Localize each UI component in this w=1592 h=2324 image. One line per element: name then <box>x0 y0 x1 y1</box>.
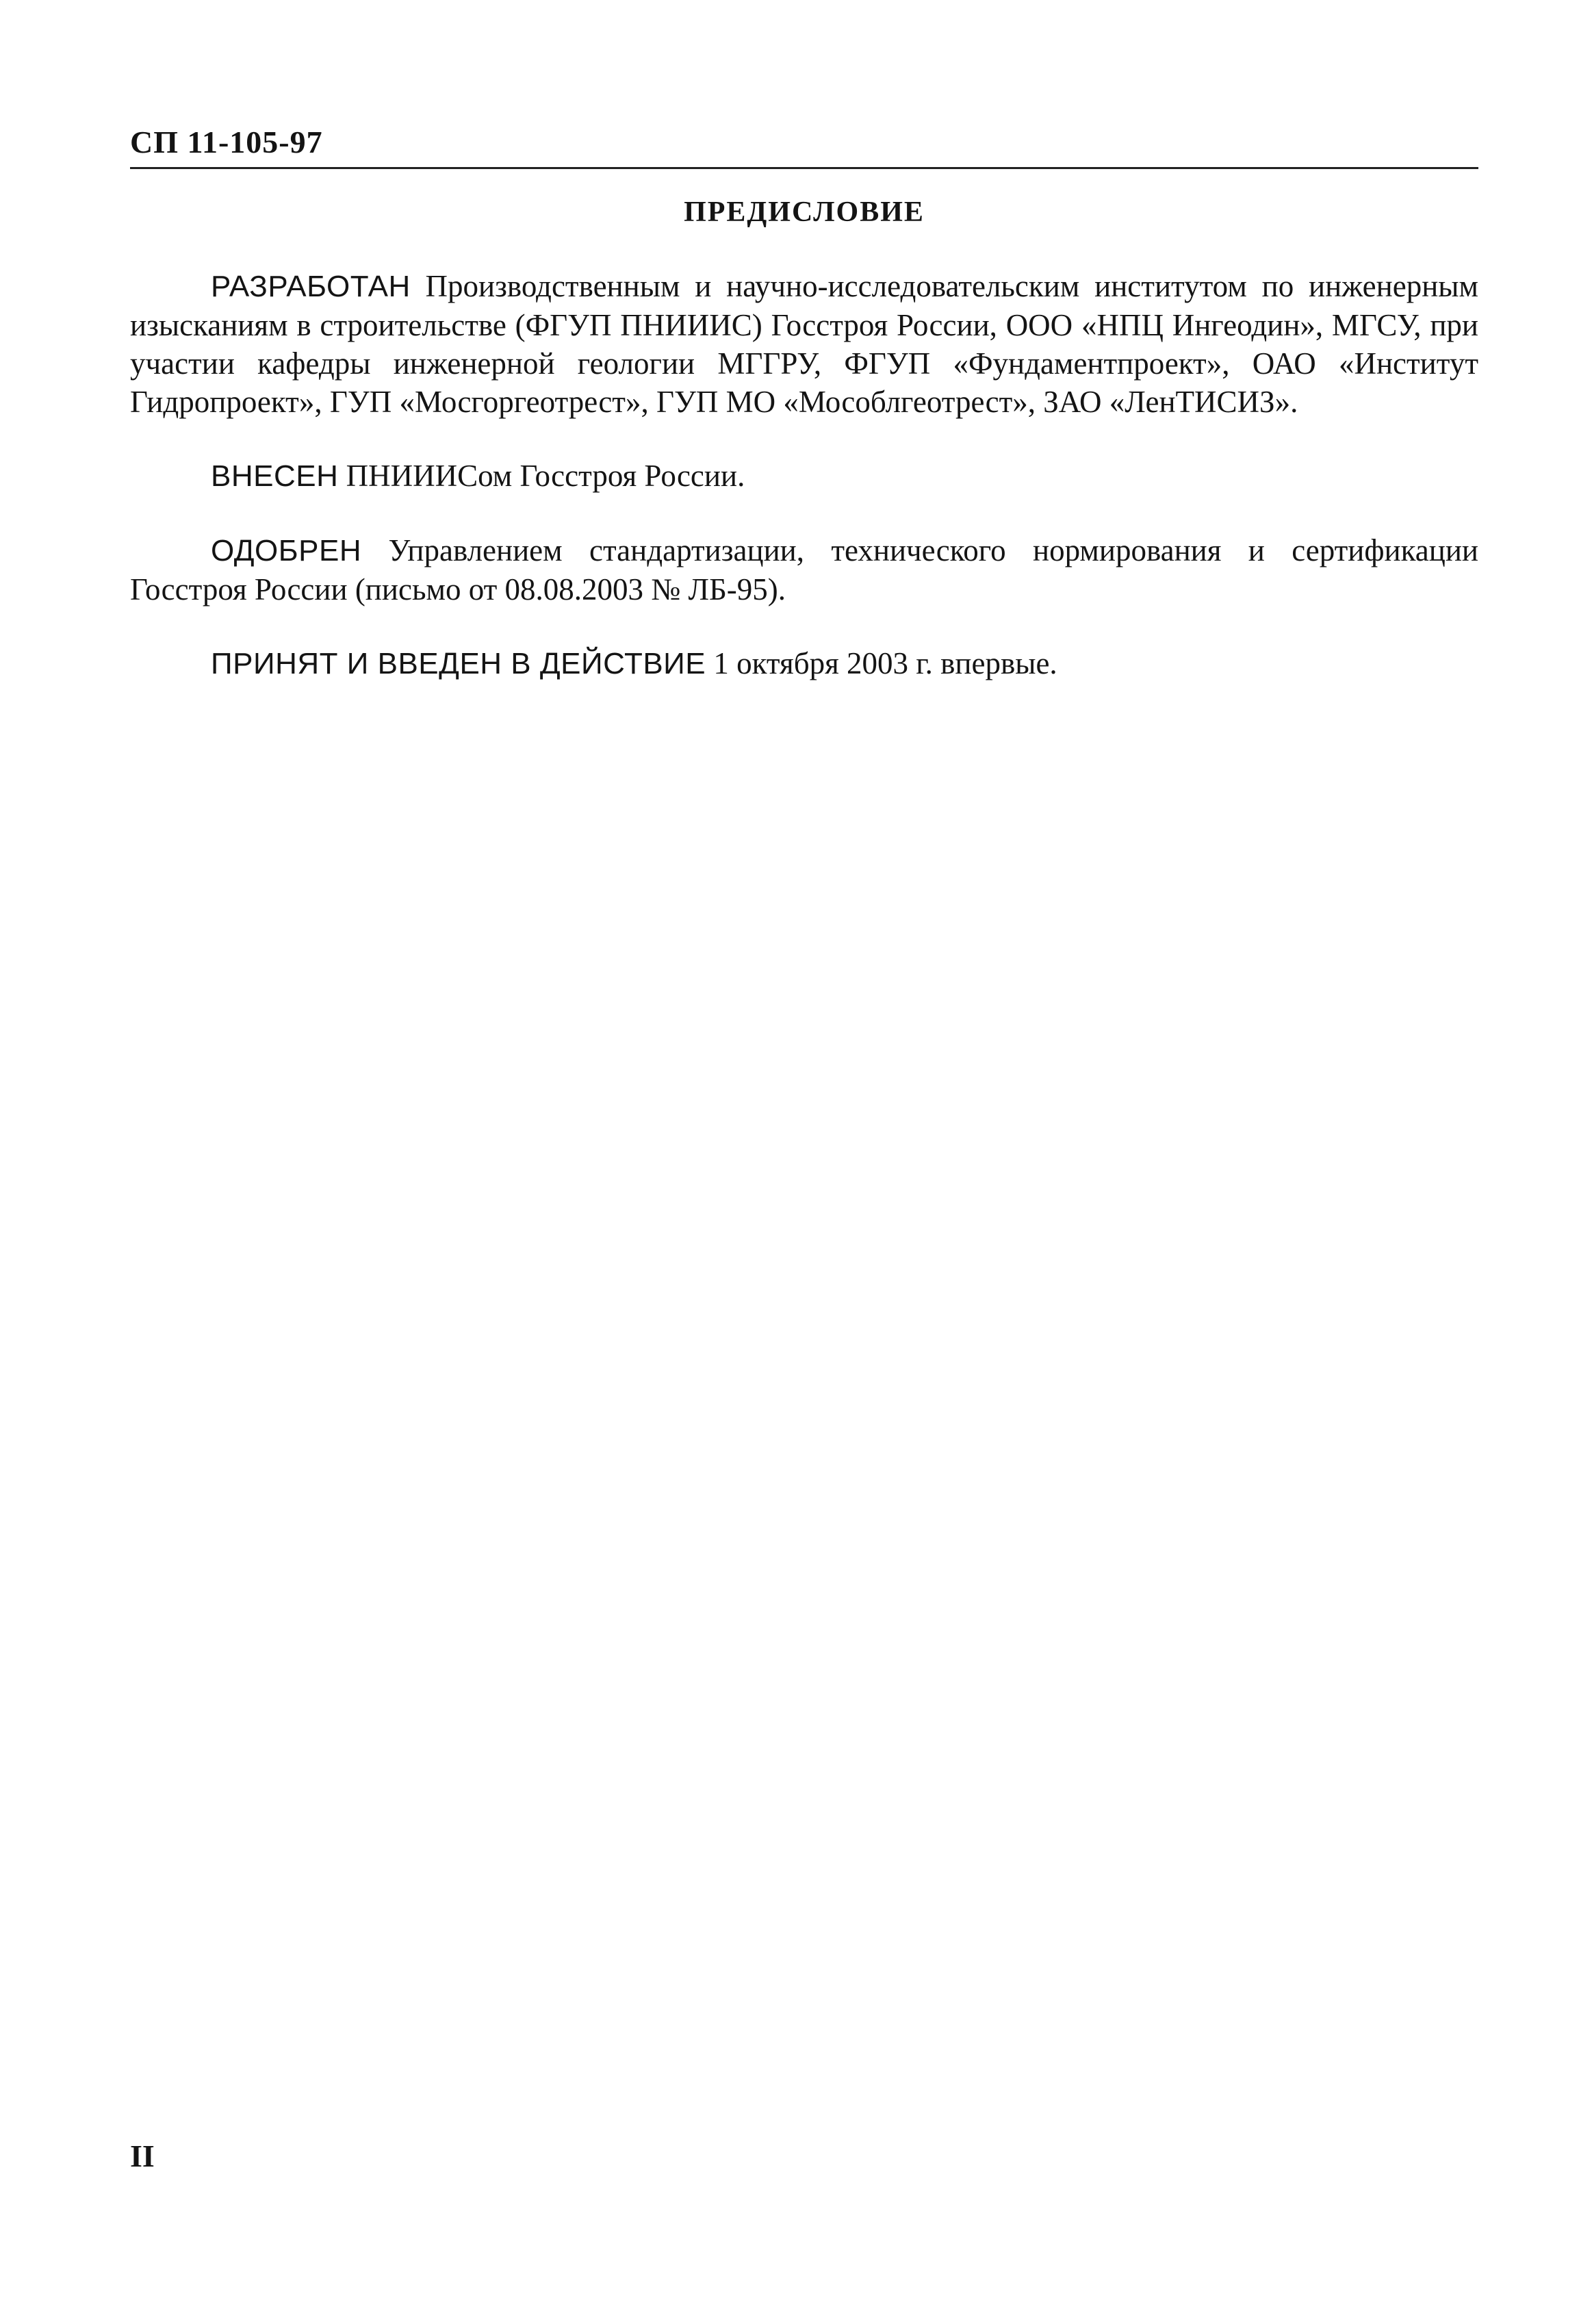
paragraph-lead: ВНЕСЕН <box>211 459 339 493</box>
paragraph-lead: ОДОБРЕН <box>211 534 362 567</box>
paragraph-text: 1 октября 2003 г. впервые. <box>706 646 1057 680</box>
paragraph-text: Производственным и научно-исследовательским институтом по инженерным изысканиям в строительстве (ФГУП ПНИИИС) Госстроя России, ООО «НПЦ Ингеодин», МГСУ, при участии кафедры инженерной геологии МГГРУ, ФГУП «Фундаментпроект», ОАО «Институт Гидропроект», ГУП «Мосгоргеотрест», ГУП МО «Мособлгеотрест», ЗАО «ЛенТИСИЗ». <box>130 269 1478 419</box>
page-header <box>130 123 1478 169</box>
paragraph-submitted <box>130 457 1478 496</box>
paragraph-text: ПНИИИСом Госстроя России. <box>338 459 745 493</box>
header-rule <box>130 167 1478 169</box>
paragraph-text: Управлением стандартизации, технического нормирования и сертификации Госстроя России (письмо от 08.08.2003 № ЛБ-95). <box>130 533 1478 606</box>
paragraph-adopted <box>130 644 1478 683</box>
paragraph-lead: ПРИНЯТ И ВВЕДЕН В ДЕЙСТВИЕ <box>211 647 706 680</box>
preface-body <box>130 267 1478 719</box>
paragraph-approved <box>130 531 1478 609</box>
document-code: СП 11-105-97 <box>130 125 323 159</box>
paragraph-lead: РАЗРАБОТАН <box>211 270 411 303</box>
paragraph-developed <box>130 267 1478 421</box>
section-title: ПРЕДИСЛОВИЕ <box>684 196 925 228</box>
page-number: II <box>130 2138 155 2173</box>
